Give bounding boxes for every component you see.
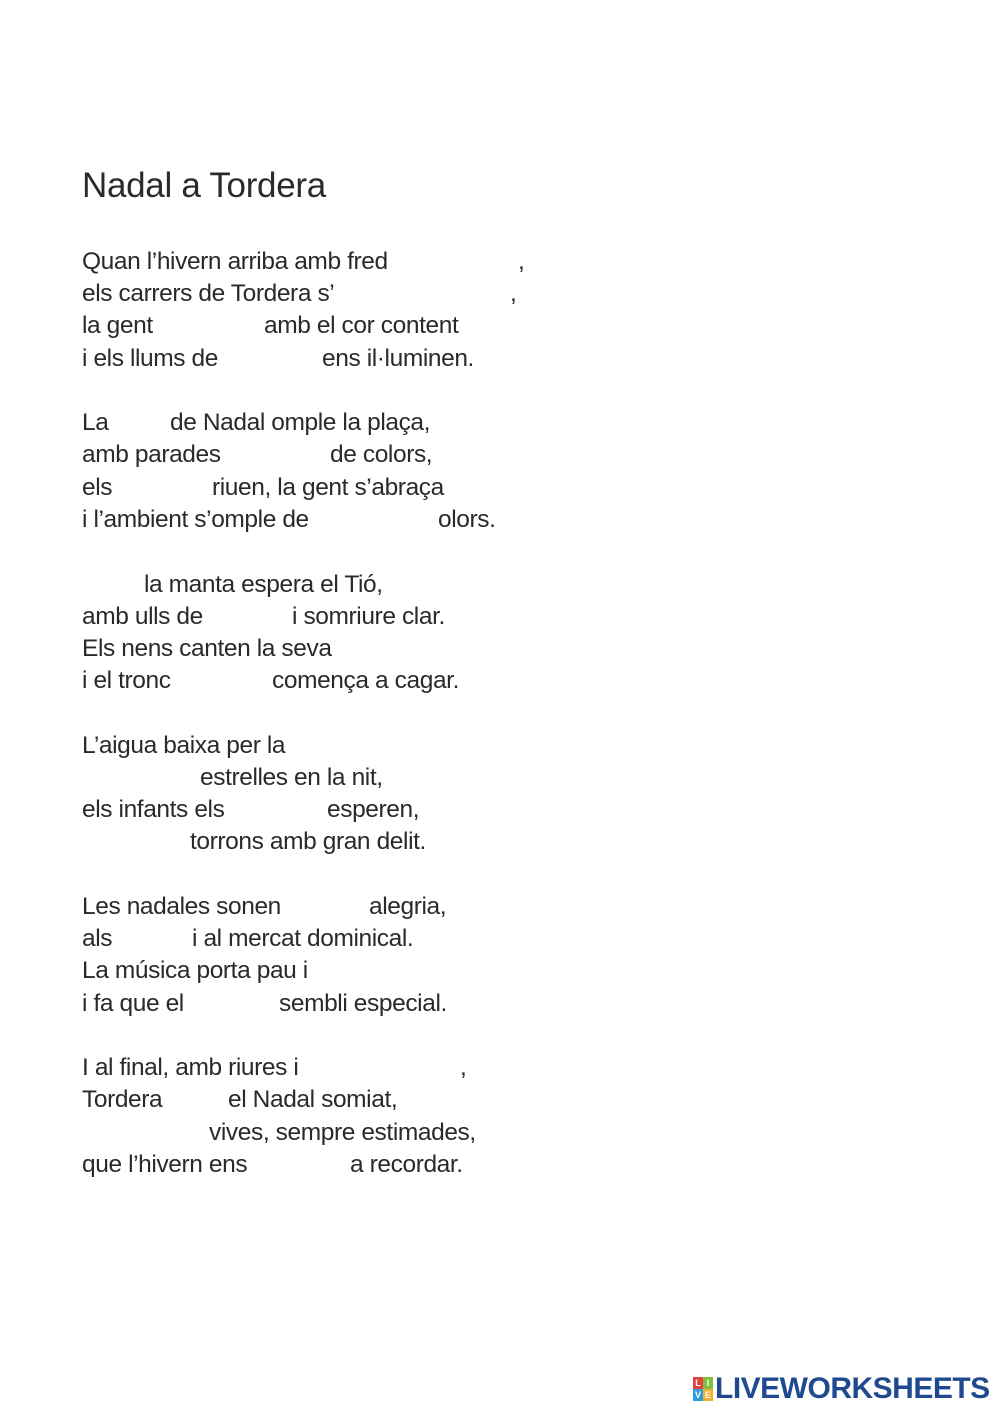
line-text: torrons amb gran delit. xyxy=(190,828,426,856)
line-text: vives, sempre estimades, xyxy=(209,1118,476,1146)
line-text: a recordar. xyxy=(350,1150,463,1178)
line-text: I al final, amb riures i xyxy=(82,1054,299,1082)
line-text: i al mercat dominical. xyxy=(192,925,414,953)
line-text: els xyxy=(82,473,113,501)
line-text: ens il·luminen. xyxy=(322,344,474,372)
liveworksheets-logo xyxy=(693,1374,990,1404)
line-text: esperen, xyxy=(327,796,420,824)
line-text: la manta espera el Tió, xyxy=(144,570,383,598)
poem-line xyxy=(82,794,682,826)
line-text: i somriure clar. xyxy=(292,602,445,630)
logo-mark-letter: I xyxy=(703,1377,713,1389)
line-text: de Nadal omple la plaça, xyxy=(170,409,431,437)
line-text: la gent xyxy=(82,312,153,340)
poem-line xyxy=(82,1117,682,1149)
poem-line xyxy=(82,569,682,601)
poem-line xyxy=(82,472,682,504)
poem-line xyxy=(82,955,682,987)
line-text: Les nadales sonen xyxy=(82,893,281,920)
poem-line xyxy=(82,923,682,955)
poem-line xyxy=(82,601,682,633)
line-text: Quan l’hivern arriba amb fred xyxy=(82,248,388,275)
poem-line xyxy=(82,1052,682,1084)
poem-line xyxy=(82,826,682,858)
poem-line xyxy=(82,246,682,278)
line-text: els infants els xyxy=(82,796,225,824)
line-text: olors. xyxy=(438,505,496,533)
line-text: i els llums de xyxy=(82,344,219,372)
line-text: i fa que el xyxy=(82,989,184,1017)
logo-text: LIVEWORKSHEETS xyxy=(715,1372,990,1405)
line-text: , xyxy=(510,280,517,308)
logo-mark-letter: E xyxy=(704,1390,711,1400)
line-text: , xyxy=(460,1054,467,1082)
line-text: La música porta pau i xyxy=(82,957,308,985)
line-text: sembli especial. xyxy=(279,989,447,1017)
line-text: que l’hivern ens xyxy=(82,1150,248,1178)
poem-line xyxy=(82,1149,682,1181)
line-text: als xyxy=(82,925,113,953)
poem-line xyxy=(82,504,682,536)
line-text: L’aigua baixa per la xyxy=(82,731,286,759)
line-text: amb el cor content xyxy=(264,312,459,340)
poem-line xyxy=(82,278,682,310)
line-text: el Nadal somiat, xyxy=(228,1086,398,1114)
line-text: amb ulls de xyxy=(82,602,203,630)
line-text: amb parades xyxy=(82,441,221,469)
poem-line xyxy=(82,762,682,794)
line-text: els carrers de Tordera s’ xyxy=(82,280,335,308)
poem-line xyxy=(82,988,682,1020)
poem-line xyxy=(82,891,682,923)
line-text: riuen, la gent s’abraça xyxy=(212,473,444,501)
poem-line xyxy=(82,665,682,697)
line-text: alegria, xyxy=(369,893,447,920)
poem-line xyxy=(82,730,682,762)
page-title: Nadal a Tordera xyxy=(82,166,326,205)
line-text: i l’ambient s’omple de xyxy=(82,505,309,533)
line-text: i el tronc xyxy=(82,667,171,695)
logo-mark-letter: L xyxy=(693,1377,703,1389)
line-text: La xyxy=(82,409,109,437)
poem-line xyxy=(82,439,682,471)
line-text: Els nens canten la seva xyxy=(82,634,332,662)
poem-line xyxy=(82,343,682,375)
poem-line xyxy=(82,310,682,342)
poem xyxy=(82,246,682,1181)
line-text: Tordera xyxy=(82,1086,163,1114)
poem-line xyxy=(82,407,682,439)
poem-line xyxy=(82,1084,682,1116)
poem-line xyxy=(82,633,682,665)
line-text: de colors, xyxy=(330,441,433,469)
line-text: comença a cagar. xyxy=(272,667,459,695)
logo-mark-letter: V xyxy=(694,1390,701,1400)
line-text: estrelles en la nit, xyxy=(200,763,383,791)
line-text: , xyxy=(518,248,525,275)
logo-mark-icon xyxy=(693,1377,713,1401)
